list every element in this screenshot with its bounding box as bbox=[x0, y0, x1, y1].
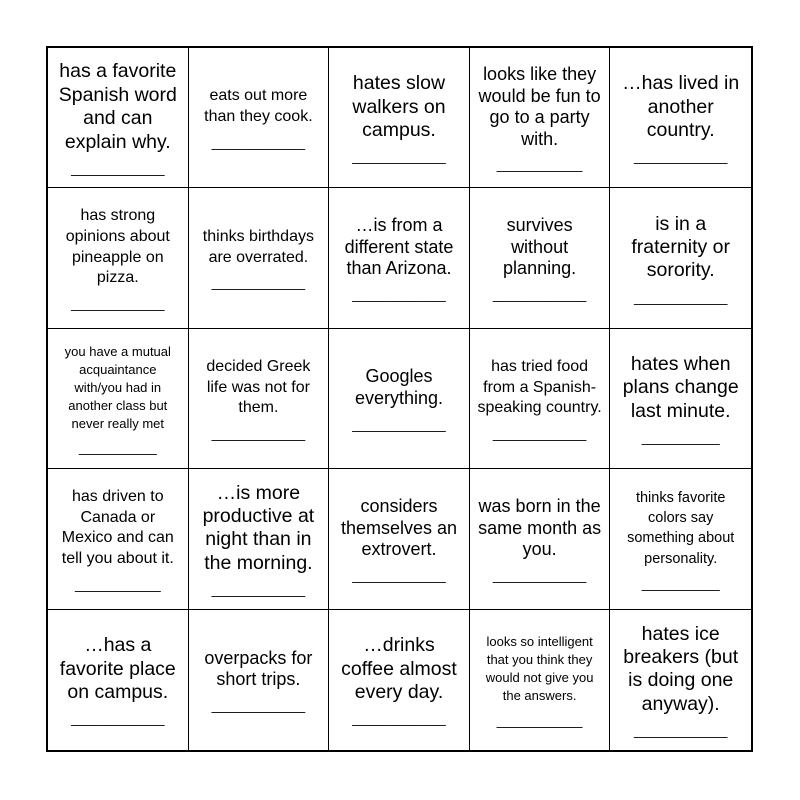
bingo-cell bbox=[470, 188, 611, 328]
name-blank-line[interactable]: ____________ bbox=[71, 295, 165, 312]
cell-prompt: looks like they would be fun to go to a party with. bbox=[478, 64, 601, 149]
cell-prompt: hates ice breakers (but is doing one anyway). bbox=[623, 622, 739, 715]
cell-prompt: thinks birthdays are overrated. bbox=[202, 227, 314, 266]
cell-prompt: has tried food from a Spanish-speaking country. bbox=[477, 357, 602, 417]
name-blank-line[interactable]: ___________ bbox=[496, 156, 583, 173]
name-blank-line[interactable]: ____________ bbox=[211, 274, 306, 291]
bingo-cell bbox=[329, 469, 470, 609]
name-blank-line[interactable]: ____________ bbox=[492, 285, 587, 302]
cell-prompt: hates when plans change last minute. bbox=[622, 352, 739, 422]
bingo-cell bbox=[470, 610, 611, 750]
name-blank-line[interactable]: ____________ bbox=[71, 159, 165, 176]
bingo-cell bbox=[48, 469, 189, 609]
bingo-cell bbox=[329, 48, 470, 188]
bingo-cell bbox=[48, 329, 189, 469]
name-blank-line[interactable]: ____________ bbox=[352, 415, 446, 432]
cell-prompt: overpacks for short trips. bbox=[204, 647, 313, 690]
cell-prompt: …is from a different state than Arizona. bbox=[344, 215, 454, 279]
name-blank-line[interactable]: ____________ bbox=[352, 566, 446, 583]
bingo-cell bbox=[610, 48, 751, 188]
bingo-cell bbox=[610, 469, 751, 609]
bingo-cell bbox=[48, 188, 189, 328]
name-blank-line[interactable]: ____________ bbox=[71, 710, 165, 727]
cell-prompt: eats out more than they cook. bbox=[204, 87, 313, 126]
name-blank-line[interactable]: ___________ bbox=[74, 575, 161, 592]
bingo-card bbox=[46, 46, 753, 752]
bingo-cell bbox=[610, 329, 751, 469]
bingo-cell bbox=[470, 48, 611, 188]
cell-prompt: decided Greek life was not for them. bbox=[206, 357, 311, 417]
name-blank-line[interactable]: ____________ bbox=[633, 148, 728, 165]
bingo-cell bbox=[189, 48, 330, 188]
bingo-cell bbox=[189, 469, 330, 609]
cell-prompt: you have a mutual acquaintance with/you had in another class but never really met bbox=[64, 343, 171, 432]
bingo-cell bbox=[189, 329, 330, 469]
name-blank-line[interactable]: ____________ bbox=[352, 285, 446, 302]
cell-prompt: looks so intelligent that you think they would not give you the answers. bbox=[485, 633, 594, 704]
name-blank-line[interactable]: ____________ bbox=[211, 133, 306, 150]
cell-prompt: …drinks coffee almost every day. bbox=[341, 634, 457, 703]
bingo-cell bbox=[329, 610, 470, 750]
name-blank-line[interactable]: ____________ bbox=[352, 710, 446, 727]
bingo-cell bbox=[48, 48, 189, 188]
name-blank-line[interactable]: ____________ bbox=[352, 148, 446, 165]
cell-prompt: has a favorite Spanish word and can explain why. bbox=[58, 60, 177, 153]
cell-prompt: has strong opinions about pineapple on pizza. bbox=[65, 207, 170, 287]
bingo-cell bbox=[610, 610, 751, 750]
cell-prompt: …is more productive at night than in the morning. bbox=[202, 481, 315, 574]
name-blank-line[interactable]: ____________ bbox=[211, 696, 306, 713]
cell-prompt: considers themselves an extrovert. bbox=[340, 496, 458, 560]
bingo-cell bbox=[329, 188, 470, 328]
cell-prompt: survives without planning. bbox=[503, 215, 577, 279]
cell-prompt: thinks favorite colors say something about personality. bbox=[627, 489, 735, 567]
cell-prompt: is in a fraternity or sorority. bbox=[631, 212, 730, 282]
cell-prompt: …has a favorite place on campus. bbox=[59, 634, 176, 703]
name-blank-line[interactable]: ____________ bbox=[633, 722, 728, 739]
cell-prompt: has driven to Canada or Mexico and can tell you about it. bbox=[61, 487, 174, 568]
name-blank-line[interactable]: ____________ bbox=[211, 581, 306, 598]
cell-prompt: Googles everything. bbox=[354, 366, 444, 408]
bingo-cell bbox=[470, 329, 611, 469]
name-blank-line[interactable]: __________ bbox=[641, 574, 720, 591]
name-blank-line[interactable]: ____________ bbox=[492, 566, 587, 583]
name-blank-line[interactable]: ____________ bbox=[492, 425, 587, 442]
cell-prompt: …has lived in another country. bbox=[622, 72, 740, 141]
bingo-cell bbox=[48, 610, 189, 750]
bingo-cell bbox=[189, 610, 330, 750]
bingo-cell bbox=[189, 188, 330, 328]
cell-prompt: was born in the same month as you. bbox=[478, 496, 602, 560]
name-blank-line[interactable]: ____________ bbox=[211, 425, 306, 442]
bingo-cell bbox=[610, 188, 751, 328]
cell-prompt: hates slow walkers on campus. bbox=[352, 72, 446, 141]
name-blank-line[interactable]: ____________ bbox=[633, 288, 728, 305]
name-blank-line[interactable]: ___________ bbox=[496, 711, 583, 728]
name-blank-line[interactable]: __________ bbox=[641, 429, 720, 446]
bingo-cell bbox=[470, 469, 611, 609]
bingo-cell bbox=[329, 329, 470, 469]
name-blank-line[interactable]: __________ bbox=[78, 439, 157, 456]
